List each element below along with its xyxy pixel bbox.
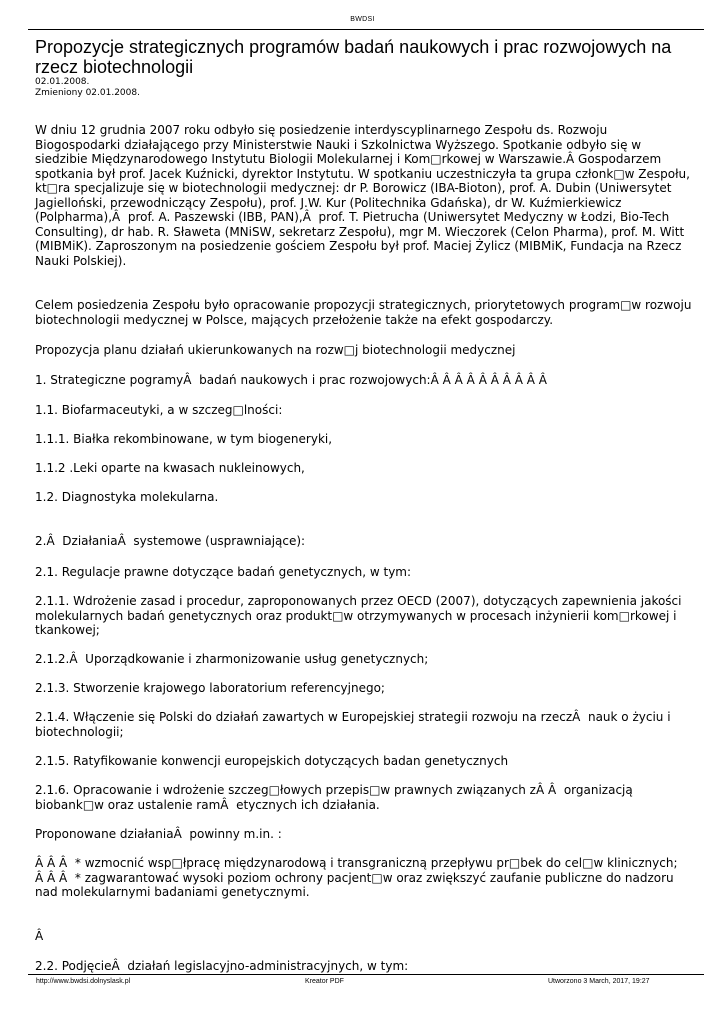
paragraph-plan-heading: Propozycja planu działań ukierunkowanych na rozw□j biotechnologii medycznej — [35, 343, 516, 357]
list-item-1-2: 1.2. Diagnostyka molekularna. — [35, 490, 219, 504]
document-title: Propozycje strategicznych programów badań naukowych i prac rozwojowych na rzecz biotechnologii — [35, 37, 672, 77]
document-modified-date: Zmieniony 02.01.2008. — [35, 88, 140, 98]
header-divider — [28, 29, 704, 30]
list-item-2-1-5: 2.1.5. Ratyfikowanie konwencji europejskich dotyczących badan genetycznych — [35, 754, 509, 768]
footer-divider — [28, 974, 704, 975]
paragraph-intro: W dniu 12 grudnia 2007 roku odbyło się posiedzenie interdyscyplinarnego Zespołu ds. Rozwoju Biogospodarki działającego przy Ministerstwie Nauki i Szkolnictwa Wyższego. Spotkanie odbyło się w siedzibie Międzynarodowego Instytutu Biologii Molekularnej i Kom□rkowej w Warszawie.Â Gospodarzem spotkania był prof. Jacek Kuźnicki, dyrektor Instytutu. W spotkaniu uczestniczyła ta grupa członk□w Zespołu, kt□ra specjalizuje się w biotechnologii medycznej: dr P. Borowicz (IBA-Bioton), prof. A. Dubin (Uniwersytet Jagielloński, przewodniczący Zespołu), prof. J.W. Kur (Politechnika Gdańska), dr W. Kuźmierkiewicz (Polpharma),Â prof. A. Paszewski (IBB, PAN),Â prof. T. Pietrucha (Uniwersytet Medyczny w Łodzi, Bio-Tech Consulting), dr hab. R. Sławeta (MNiSW, sekretarz Zespołu), mgr M. Wieczorek (Celon Pharma), prof. M. Witt (MIBMiK). Zaproszonym na posiedzenie gościem Zespołu był prof. Maciej Żylicz (MIBMiK, Fundacja na Rzecz Nauki Polskiej). — [35, 123, 694, 268]
bullet-list: Â Â Â * wzmocnić wsp□łpracę międzynarodową i transgraniczną przepływu pr□bek do cel□w klinicznych; Â Â Â * zagwarantować wysoki poziom ochrony pacjent□w oraz zwiększyć zaufanie publiczne do nadzoru nad molekularnymi badaniami genetycznymi. — [35, 856, 678, 899]
list-item-2-1-6: 2.1.6. Opracowanie i wdrożenie szczeg□łowych przepis□w prawnych związanych zÂ Â organizacją biobank□w oraz ustalenie ramÂ etycznych ich działania. — [35, 783, 637, 812]
list-item-2-1-4: 2.1.4. Włączenie się Polski do działań zawartych w Europejskiej strategii rozwoju na rzeczÂ nauk o życiu i biotechnologii; — [35, 710, 675, 739]
list-item-2-1-2: 2.1.2.Â Uporządkowanie i zharmonizowanie usług genetycznych; — [35, 652, 429, 666]
list-item-1-1-1: 1.1.1. Białka rekombinowane, w tym biogeneryki, — [35, 432, 333, 446]
header-site-name: BWDSI — [350, 16, 375, 23]
footer-url[interactable]: http://www.bwdsi.dolnyslask.pl — [36, 978, 131, 985]
footer-created-date: Utworzono 3 March, 2017, 19:27 — [548, 978, 650, 985]
paragraph-goal: Celem posiedzenia Zespołu było opracowanie propozycji strategicznych, priorytetowych program□w rozwoju biotechnologii medycznej w Polsce, mających przełożenie także na efekt gospodarczy. — [35, 298, 696, 327]
list-item-2: 2.Â DziałaniaÂ systemowe (usprawniające): — [35, 534, 306, 548]
list-item-1: 1. Strategiczne pogramyÂ badań naukowych i prac rozwojowych:Â Â Â Â Â Â Â Â Â Â — [35, 373, 548, 387]
list-item-2-1-3: 2.1.3. Stworzenie krajowego laboratorium referencyjnego; — [35, 681, 385, 695]
list-item-2-1: 2.1. Regulacje prawne dotyczące badań genetycznych, w tym: — [35, 565, 412, 579]
list-item-1-1: 1.1. Biofarmaceutyki, a w szczeg□lności: — [35, 403, 283, 417]
document-date: 02.01.2008. — [35, 77, 90, 87]
footer-generator: Kreator PDF — [305, 978, 344, 985]
list-item-1-1-2: 1.1.2 .Leki oparte na kwasach nukleinowych, — [35, 461, 305, 475]
list-item-2-1-1: 2.1.1. Wdrożenie zasad i procedur, zaproponowanych przez OECD (2007), dotyczących zapewnienia jakości molekularnych badań genetycznych oraz produkt□w otrzymywanych w procesach inżynierii kom□rkowej i tkankowej; — [35, 594, 686, 637]
paragraph-empty: Â — [35, 929, 44, 943]
document-meta — [35, 77, 140, 99]
paragraph-proposed-actions: Proponowane działaniaÂ powinny m.in. : — [35, 827, 282, 841]
list-item-2-2: 2.2. PodjęcieÂ działań legislacyjno-administracyjnych, w tym: — [35, 959, 409, 973]
